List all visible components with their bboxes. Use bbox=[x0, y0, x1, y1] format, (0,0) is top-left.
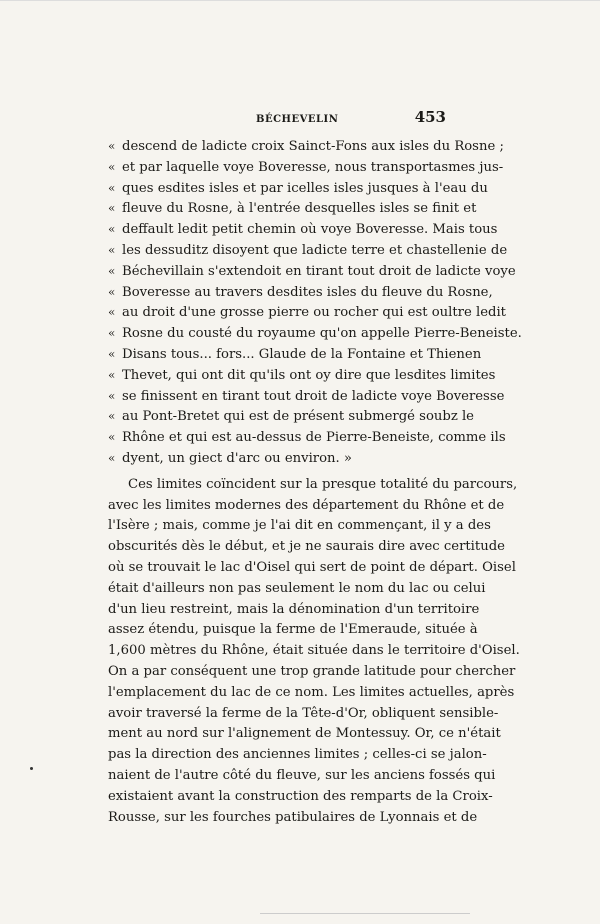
quote-mark: « bbox=[108, 201, 116, 216]
paragraph-line: naient de l'autre côté du fleuve, sur les anciens fossés qui bbox=[108, 767, 496, 783]
quote-line-text: Thevet, qui ont dit qu'ils ont oy dire que lesdites limites bbox=[122, 367, 496, 383]
quote-line bbox=[108, 386, 505, 407]
bottom-edge-rule bbox=[260, 913, 470, 914]
quote-mark: « bbox=[108, 367, 116, 382]
paragraph-line: l'emplacement du lac de ce nom. Les limites actuelles, après bbox=[108, 684, 515, 700]
quote-line-text: Béchevillain s'extendoit en tirant tout droit de ladicte voye bbox=[122, 263, 516, 279]
quote-line-text: Rosne du cousté du royaume qu'on appelle Pierre-Beneiste. bbox=[122, 326, 522, 342]
quote-mark: « bbox=[108, 430, 116, 445]
quote-line-text: descend de ladicte croix Sainct-Fons aux isles du Rosne ; bbox=[122, 139, 504, 154]
quote-line bbox=[108, 261, 516, 282]
quote-line bbox=[108, 178, 488, 199]
quote-line-text: au Pont-Bretet qui est de présent submergé soubz le bbox=[122, 409, 474, 425]
quote-line bbox=[108, 282, 493, 303]
margin-speck bbox=[30, 767, 33, 770]
quote-line-text: se finissent en tirant tout droit de ladicte voye Boveresse bbox=[122, 388, 505, 404]
paragraph-line: existaient avant la construction des remparts de la Croix- bbox=[108, 788, 493, 804]
quote-mark: « bbox=[108, 222, 116, 237]
quote-line-text: deffault ledit petit chemin où voye Boveresse. Mais tous bbox=[122, 222, 498, 238]
paragraph-line: ment au nord sur l'alignement de Montessuy. Or, ce n'était bbox=[108, 726, 501, 742]
quote-line bbox=[108, 240, 508, 261]
paragraph-line: obscurités dès le début, et je ne saurais dire avec certitude bbox=[108, 539, 505, 555]
paragraph-line: Rousse, sur les fourches patibulaires de Lyonnais et de bbox=[108, 809, 478, 825]
page-header bbox=[112, 108, 446, 128]
paragraph-line: était d'ailleurs non pas seulement le nom du lac ou celui bbox=[108, 580, 486, 596]
quote-line bbox=[108, 427, 506, 448]
quote-line-text: Disans tous... fors... Glaude de la Fontaine et Thienen bbox=[122, 346, 482, 362]
quote-line-text: et par laquelle voye Boveresse, nous transportasmes jus- bbox=[122, 159, 504, 175]
quote-mark: « bbox=[108, 284, 116, 299]
quote-line bbox=[108, 157, 504, 178]
paragraph-line: où se trouvait le lac d'Oisel qui sert de point de départ. Oisel bbox=[108, 559, 516, 575]
quote-mark: « bbox=[108, 139, 116, 153]
quote-line bbox=[108, 344, 482, 365]
paragraph-line: d'un lieu restreint, mais la dénomination d'un territoire bbox=[108, 601, 480, 617]
body-text bbox=[108, 136, 522, 828]
quote-line-text: ques esdites isles et par icelles isles jusques à l'eau du bbox=[122, 180, 488, 196]
quote-line-text: dyent, un giect d'arc ou environ. » bbox=[122, 450, 352, 466]
paragraph-line: Ces limites coïncident sur la presque totalité du parcours, bbox=[128, 476, 518, 492]
quote-mark: « bbox=[108, 159, 116, 174]
running-title: BÉCHEVELIN bbox=[256, 114, 339, 125]
quote-line-text: au droit d'une grosse pierre ou rocher qui est oultre ledit bbox=[122, 305, 506, 321]
quote-mark: « bbox=[108, 263, 116, 278]
paragraph-line: assez étendu, puisque la ferme de l'Emeraude, située à bbox=[108, 622, 478, 638]
quote-mark: « bbox=[108, 180, 116, 195]
paragraph-line: pas la direction des anciennes limites ; celles-ci se jalon- bbox=[108, 747, 487, 763]
paragraph-line: On a par conséquent une trop grande latitude pour chercher bbox=[108, 663, 516, 679]
quote-line bbox=[108, 323, 522, 344]
page-number: 453 bbox=[414, 108, 446, 126]
paragraph-line: l'Isère ; mais, comme je l'ai dit en commençant, il y a des bbox=[108, 518, 491, 534]
quote-mark: « bbox=[108, 305, 116, 320]
quote-mark: « bbox=[108, 450, 116, 465]
quote-line bbox=[108, 406, 474, 427]
quote-line-text: Boveresse au travers desdites isles du fleuve du Rosne, bbox=[122, 284, 493, 300]
quote-line bbox=[108, 136, 504, 157]
quote-mark: « bbox=[108, 346, 116, 361]
paragraph-line: avoir traversé la ferme de la Tête-d'Or, obliquent sensible- bbox=[108, 705, 499, 721]
quote-mark: « bbox=[108, 326, 116, 341]
quote-line bbox=[108, 365, 496, 386]
quote-mark: « bbox=[108, 242, 116, 257]
paragraph-line: 1,600 mètres du Rhône, était située dans le territoire d'Oisel. bbox=[108, 643, 520, 659]
paragraph-line: avec les limites modernes des département du Rhône et de bbox=[108, 497, 505, 513]
paragraph-block bbox=[108, 475, 520, 829]
top-edge-rule bbox=[0, 0, 600, 1]
quote-line bbox=[108, 448, 448, 469]
quote-line-text: fleuve du Rosne, à l'entrée desquelles isles se finit et bbox=[122, 201, 477, 217]
quote-mark: « bbox=[108, 388, 116, 403]
quote-line-text: les dessuditz disoyent que ladicte terre et chastellenie de bbox=[122, 242, 508, 258]
quote-mark: « bbox=[108, 409, 116, 424]
quote-line bbox=[108, 219, 498, 240]
quote-line-text: Rhône et qui est au-dessus de Pierre-Beneiste, comme ils bbox=[122, 430, 506, 446]
quotation-block bbox=[108, 136, 522, 469]
quote-line bbox=[108, 198, 477, 219]
quote-line bbox=[108, 302, 506, 323]
